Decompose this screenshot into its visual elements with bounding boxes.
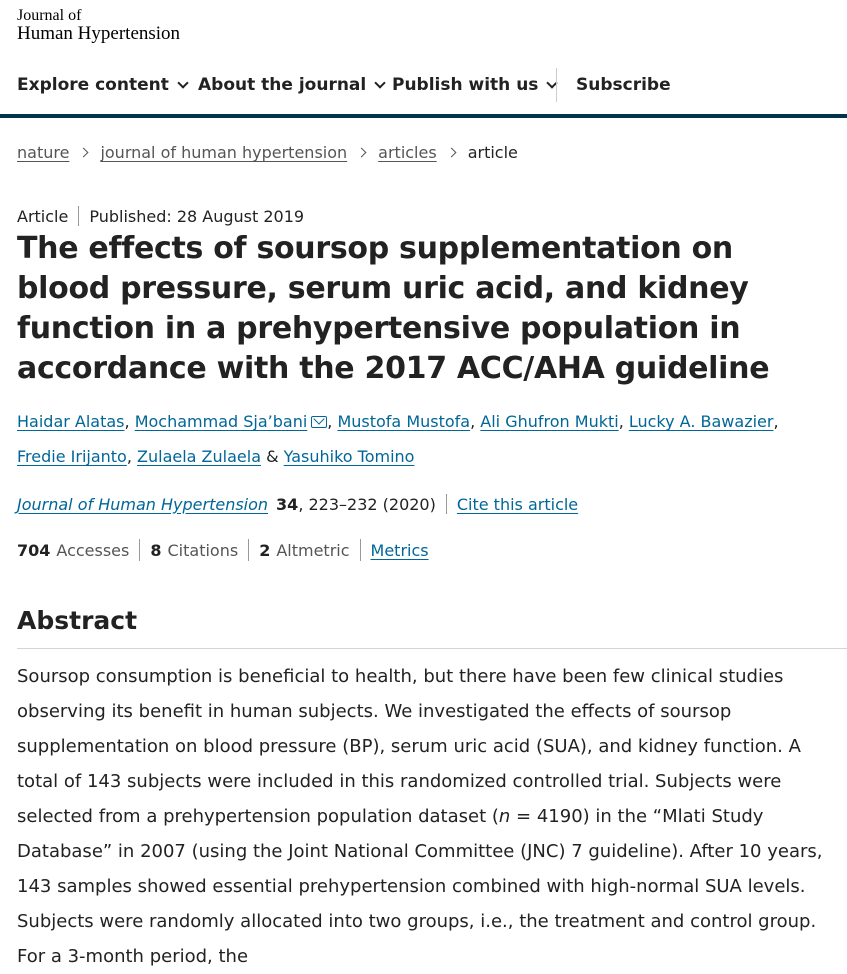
- article-metrics: [17, 539, 429, 561]
- citation-line: [17, 494, 578, 514]
- chevron-right-icon: [446, 148, 456, 158]
- author-separator: ,: [618, 412, 629, 431]
- author-separator: ,: [470, 412, 481, 431]
- n-symbol: n: [498, 806, 511, 827]
- volume-number: 34: [276, 494, 299, 514]
- accesses-count: 704: [17, 540, 51, 560]
- altmetric-count: 2: [259, 540, 271, 560]
- article-title: The effects of soursop supplementation on blood pressure, serum uric acid, and kidney function in a prehypertensive population in accordance with the 2017 ACC/AHA guideline: [17, 231, 770, 386]
- author-link[interactable]: Zulaela Zulaela: [137, 447, 261, 466]
- meta-divider: [78, 206, 79, 226]
- author-separator: ,: [327, 412, 338, 431]
- nav-divider: [556, 68, 557, 102]
- nav-explore-content[interactable]: [17, 56, 187, 114]
- logo-line-2: Human Hypertension: [17, 23, 181, 44]
- author-link[interactable]: Mustofa Mustofa: [337, 412, 471, 431]
- pages-year: , 223–232 (2020): [298, 494, 436, 514]
- author-link[interactable]: Ali Ghufron Mukti: [480, 412, 619, 431]
- chevron-right-icon: [79, 148, 89, 158]
- metrics-divider: [360, 539, 361, 561]
- nav-subscribe[interactable]: [576, 56, 671, 114]
- article-type: Article: [17, 206, 69, 226]
- metrics-link[interactable]: Metrics: [370, 540, 429, 560]
- mail-icon[interactable]: [311, 416, 327, 428]
- published-date: Published: 28 August 2019: [89, 206, 305, 226]
- logo-line-1: Journal of: [17, 7, 82, 24]
- chevron-down-icon: [375, 77, 386, 88]
- citation-divider: [446, 494, 447, 514]
- chevron-right-icon: [357, 148, 367, 158]
- citations-count: 8: [150, 540, 162, 560]
- abstract-text-part: = 4190) in the “Mlati Study Database” in 2007 (using the Joint National Committee (JNC) 7 guideline). After 10 years, 143 samples showed essential prehypertension combined with high-normal SUA levels. Subjects were randomly allocated into two groups, i.e., the treatment and control group. For a 3-month period, the: [17, 806, 823, 967]
- nav-subscribe-label: Subscribe: [576, 75, 671, 95]
- chevron-down-icon: [177, 77, 188, 88]
- abstract-text-part: Soursop consumption is beneficial to health, but there have been few clinical studies observing its benefit in human subjects. We investigated the effects of soursop supplementation on blood pressure (BP), serum uric acid (SUA), and kidney function. A total of 143 subjects were included in this randomized controlled trial. Subjects were selected from a prehypertension population dataset (: [17, 666, 801, 827]
- author-separator: ,: [126, 447, 138, 466]
- journal-name-link[interactable]: Journal of Human Hypertension: [17, 494, 269, 514]
- nav-about-journal[interactable]: [198, 56, 384, 114]
- nav-about-label: About the journal: [198, 75, 367, 95]
- breadcrumb-current: article: [467, 143, 518, 162]
- metrics-divider: [139, 539, 140, 561]
- metrics-divider: [248, 539, 249, 561]
- main-nav: [0, 56, 847, 118]
- breadcrumb-journal[interactable]: journal of human hypertension: [100, 143, 348, 162]
- journal-logo[interactable]: [17, 8, 180, 43]
- author-link[interactable]: Mochammad Sja’bani: [134, 412, 308, 431]
- author-list: [17, 404, 832, 474]
- author-separator: &: [261, 447, 284, 466]
- accesses-label: Accesses: [56, 540, 130, 560]
- author-link[interactable]: Yasuhiko Tomino: [283, 447, 415, 466]
- citations-label: Citations: [167, 540, 239, 560]
- nav-publish-label: Publish with us: [392, 75, 539, 95]
- author-separator: ,: [124, 412, 135, 431]
- nav-publish-with-us[interactable]: [392, 56, 556, 114]
- nav-explore-label: Explore content: [17, 75, 169, 95]
- author-separator: ,: [773, 412, 779, 431]
- abstract-divider: [17, 648, 847, 649]
- cite-this-article-link[interactable]: Cite this article: [456, 494, 579, 514]
- abstract-heading: Abstract: [17, 606, 138, 635]
- abstract-text: [17, 659, 837, 974]
- author-link[interactable]: Fredie Irijanto: [17, 447, 127, 466]
- breadcrumb-nature[interactable]: nature: [17, 143, 70, 162]
- altmetric-label: Altmetric: [276, 540, 350, 560]
- breadcrumb-articles[interactable]: articles: [378, 143, 437, 162]
- author-link[interactable]: Haidar Alatas: [17, 412, 125, 431]
- article-meta: [17, 206, 304, 226]
- author-link[interactable]: Lucky A. Bawazier: [628, 412, 774, 431]
- breadcrumb: [17, 143, 518, 162]
